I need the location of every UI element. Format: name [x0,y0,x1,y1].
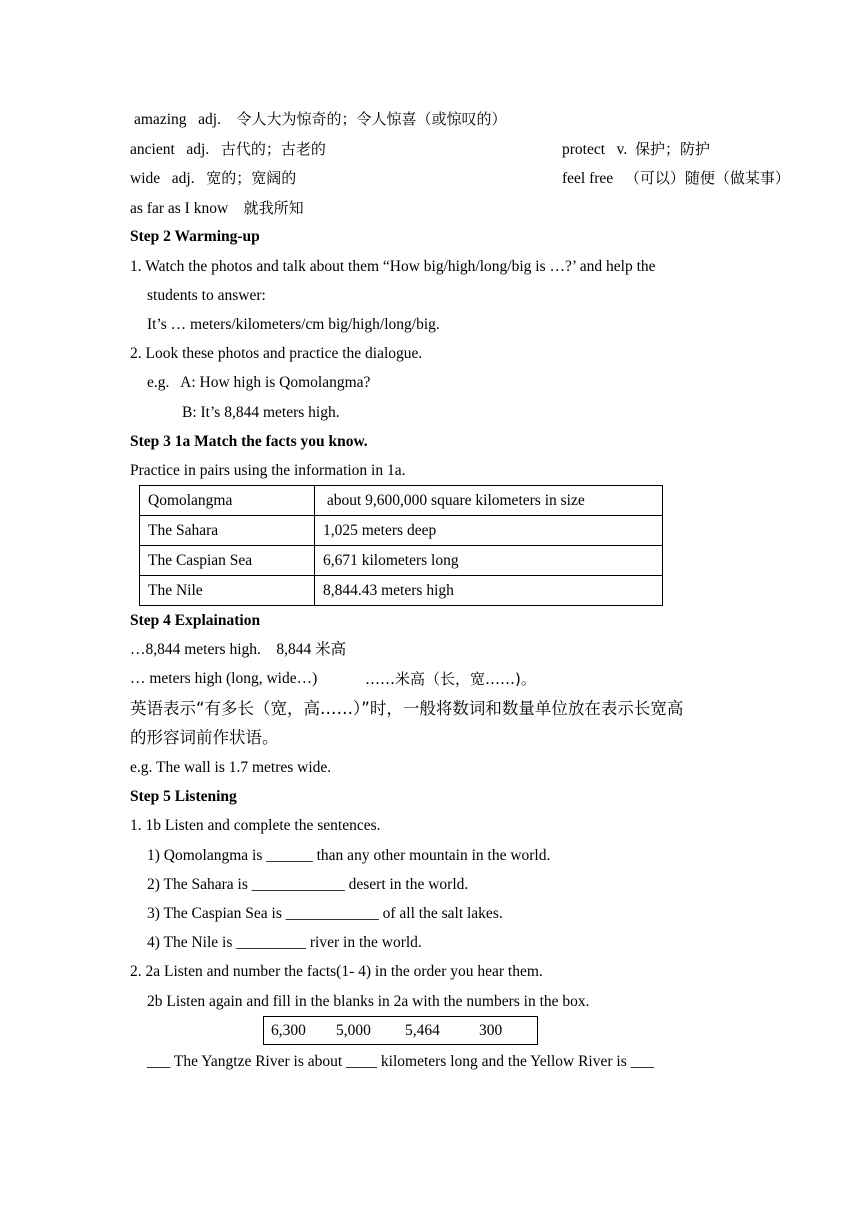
step5-item2: 2. 2a Listen and number the facts(1- 4) in the order you hear them. [130,963,543,980]
step2-item2: 2. Look these photos and practice the dialogue. [130,345,423,362]
step5-title: Step 5 Listening [130,788,237,805]
step4-line3: 英语表示“有多长（宽，高……）”时，一般将数词和数量单位放在表示长宽高 [130,699,684,718]
vocab-meaning: （可以）随便（做某事） [624,169,790,187]
vocab-word: wide [130,170,161,187]
table-cell-fact: 1,025 meters deep [315,516,663,546]
step5-item1: 1. 1b Listen and complete the sentences. [130,817,381,834]
vocab-row-2 [130,139,830,160]
step4-line2-en: … meters high (long, wide…) [130,670,318,687]
step4-line2-cn: ……米高（长，宽……)。 [365,670,536,688]
number-item: 300 [479,1022,503,1039]
vocab-protect [562,139,710,160]
vocab-pos: adj. [198,111,221,128]
step3-practice: Practice in pairs using the information in 1a. [130,462,406,479]
vocab-word: protect [562,141,606,158]
vocab-pos: adj. [186,141,210,158]
facts-table [139,485,663,606]
step2-item1-cont: students to answer: [147,287,266,304]
step4-line2 [130,669,536,689]
step4-title: Step 4 Explaination [130,612,261,629]
step2-answer-pattern: It’s … meters/kilometers/cm big/high/long/big. [147,316,440,333]
vocab-as-far [130,198,304,219]
vocab-meaning: 宽的；宽阔的 [206,169,297,187]
step3-title: Step 3 1a Match the facts you know. [130,433,368,450]
table-cell-place: The Sahara [140,516,315,546]
step2-example-a: e.g. A: How high is Qomolangma? [147,374,371,391]
vocab-pos: adj. [171,170,195,187]
table-cell-place: The Caspian Sea [140,546,315,576]
step2-title: Step 2 Warming-up [130,228,260,245]
table-row [140,546,663,576]
vocab-amazing [134,109,506,130]
step4-line1: …8,844 meters high. 8,844 米高 [130,641,347,658]
number-box [263,1016,538,1045]
step4-line4: 的形容词前作状语。 [130,728,279,747]
step5-sentence-2: 2) The Sahara is ____________ desert in the world. [147,876,469,893]
vocab-meaning: 古代的；古老的 [220,140,326,158]
vocab-meaning: 令人大为惊奇的；令人惊喜（或惊叹的） [236,110,507,128]
vocab-pos: v. [616,141,628,158]
table-cell-fact: 8,844.43 meters high [315,576,663,606]
number-item: 5,000 [336,1022,371,1039]
vocab-meaning: 就我所知 [243,199,304,217]
vocab-word: ancient [130,141,175,158]
table-cell-fact: 6,671 kilometers long [315,546,663,576]
step5-item2b: 2b Listen again and fill in the blanks in 2a with the numbers in the box. [147,993,590,1010]
vocab-row-3 [130,168,830,189]
vocab-word: as far as I know [130,200,229,217]
step4-example: e.g. The wall is 1.7 metres wide. [130,759,332,776]
table-row [140,576,663,606]
step5-sentence-1: 1) Qomolangma is ______ than any other mountain in the world. [147,847,551,864]
table-cell-fact: about 9,600,000 square kilometers in size [315,486,663,516]
step2-example-b: B: It’s 8,844 meters high. [182,404,340,421]
step2-item1: 1. Watch the photos and talk about them “How big/high/long/big is …?’ and help the [130,258,656,275]
table-row [140,516,663,546]
vocab-meaning: 保护；防护 [635,140,711,158]
number-item: 5,464 [405,1022,440,1039]
step5-sentence-4: 4) The Nile is _________ river in the world. [147,934,422,951]
vocab-word: amazing [134,111,187,128]
table-row [140,486,663,516]
step5-last-line: ___ The Yangtze River is about ____ kilometers long and the Yellow River is ___ [147,1053,654,1070]
vocab-word: feel free [562,170,614,187]
step5-sentence-3: 3) The Caspian Sea is ____________ of all the salt lakes. [147,905,503,922]
table-cell-place: The Nile [140,576,315,606]
table-cell-place: Qomolangma [140,486,315,516]
number-item: 6,300 [271,1022,306,1039]
vocab-feel-free [562,168,790,189]
